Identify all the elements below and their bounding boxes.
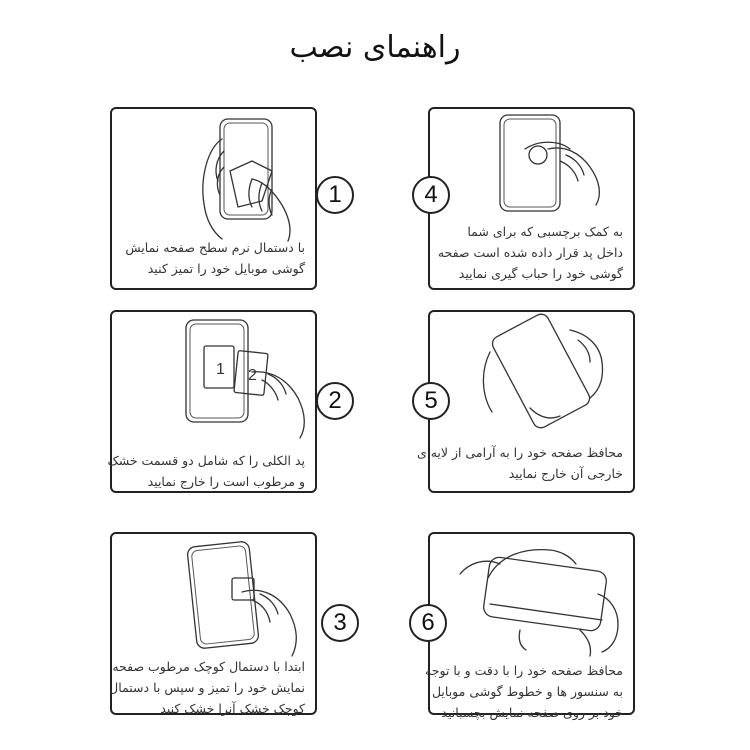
- step-3-instructions: [109, 656, 305, 719]
- pad-label-dry: 1: [216, 361, 225, 378]
- step-6-number: 6: [409, 604, 447, 642]
- step-1-line: با دستمال نرم سطح صفحه نمایش: [125, 240, 305, 255]
- step-3-line: نمایش خود را تمیز و سپس با دستمال: [109, 680, 305, 695]
- step-4-line: به کمک برچسبی که برای شما: [467, 224, 623, 239]
- step-1-card: [110, 107, 317, 290]
- step-5-line: خارجی آن خارج نمایید: [508, 466, 623, 481]
- step-6-card: [425, 532, 635, 720]
- step-2-instructions: [108, 450, 306, 492]
- step-1-line: گوشی موبایل خود را تمیز کنید: [147, 261, 305, 276]
- step-1-number: 1: [316, 176, 354, 214]
- step-5-number: 5: [412, 382, 450, 420]
- step-2-number: 2: [316, 382, 354, 420]
- step-4-card: [428, 107, 635, 290]
- step-3-line: ابتدا با دستمال کوچک مرطوب صفحه: [112, 659, 305, 674]
- step-3-card: [110, 532, 317, 715]
- step-2-line: و مرطوب است را خارج نمایید: [147, 474, 305, 489]
- pad-label-wet: 2: [248, 367, 257, 384]
- step-4-number: 4: [412, 176, 450, 214]
- step-1-instructions: [125, 237, 305, 279]
- step-6-instructions: [425, 660, 623, 723]
- step-4-line: داخل پد قرار داده شده است صفحه: [437, 245, 623, 260]
- step-6-line: محافظ صفحه خود را با دقت و با توجه: [425, 663, 623, 678]
- step-3-line: کوچک خشک آنرا خشک کنید: [160, 701, 305, 716]
- step-2-line: پد الکلی را که شامل دو قسمت خشک: [107, 453, 305, 468]
- step-6-line: خود بر روی صفحه نمایش بچسبانید: [441, 705, 623, 720]
- step-5-card: [416, 310, 635, 493]
- step-5-instructions: [417, 442, 623, 484]
- step-2-card: [107, 310, 317, 493]
- step-4-line: گوشی خود را حباب گیری نمایید: [458, 266, 623, 281]
- step-5-line: محافظ صفحه خود را به آرامی از لایه ی: [416, 445, 623, 460]
- page-title: راهنمای نصب: [289, 30, 461, 65]
- step-3-number: 3: [321, 604, 359, 642]
- step-4-instructions: [438, 221, 623, 284]
- step-6-line: به سنسور ها و خطوط گوشی موبایل: [431, 684, 623, 699]
